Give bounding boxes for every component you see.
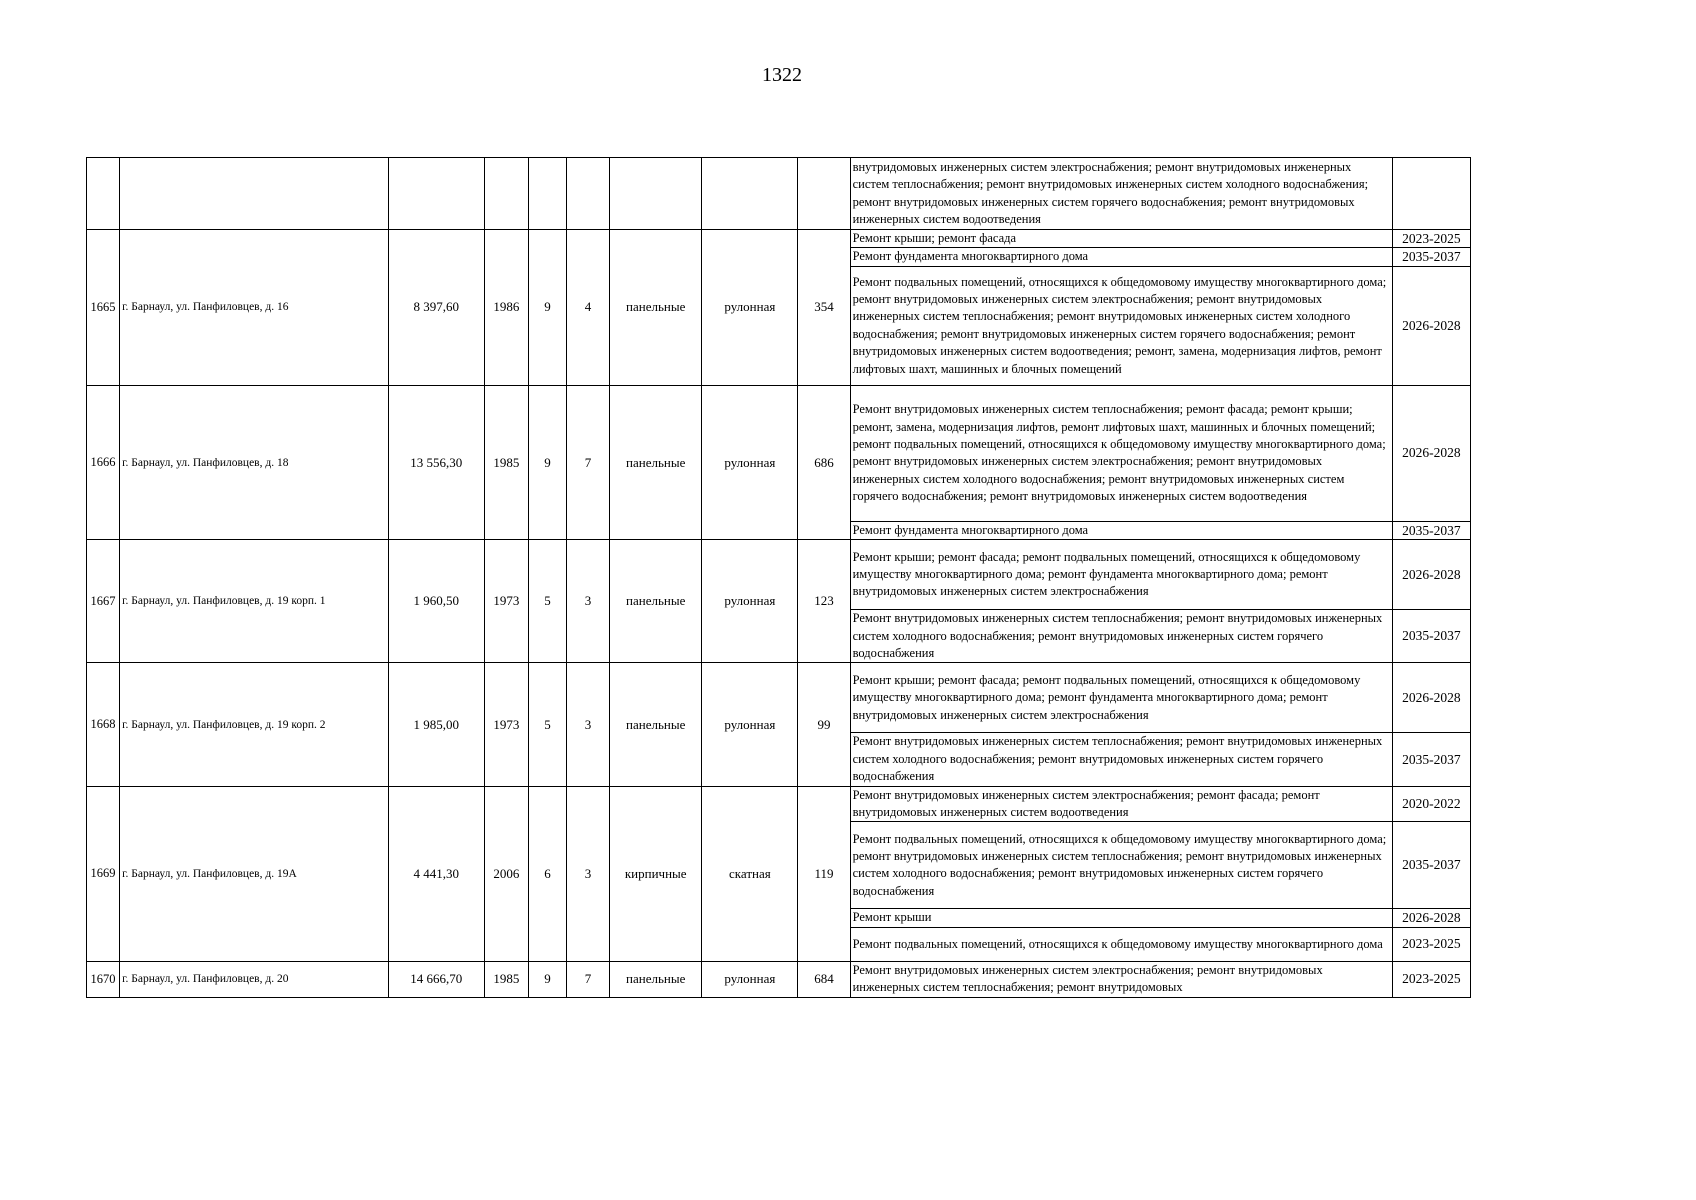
page-number: 1322: [762, 64, 802, 86]
roof-type-cell: рулонная: [702, 230, 798, 386]
repair-works-cell: Ремонт подвальных помещений, относящихся к общедомовому имуществу многоквартирного дома: [850, 927, 1392, 961]
repair-period-cell: 2035-2037: [1392, 248, 1470, 266]
repair-period-cell: 2026-2028: [1392, 909, 1470, 927]
repair-period-cell: 2035-2037: [1392, 610, 1470, 663]
table-row: [87, 540, 1471, 610]
total-area-cell: 4 441,30: [388, 786, 484, 961]
entrances-cell: [567, 158, 610, 230]
residents-cell: 119: [798, 786, 850, 961]
repair-works-cell: Ремонт крыши; ремонт фасада: [850, 230, 1392, 248]
year-built-cell: 1985: [484, 385, 528, 539]
repair-period-cell: 2023-2025: [1392, 961, 1470, 997]
floors-cell: 6: [528, 786, 566, 961]
repair-works-cell: Ремонт подвальных помещений, относящихся к общедомовому имуществу многоквартирного дома; ремонт внутридомовых инженерных систем теплоснабжения; ремонт внутридомовых инженерных систем холодного водоснабжения; ремонт внутридомовых инженерных систем горячего водоснабжения: [850, 822, 1392, 909]
wall-material-cell: панельные: [610, 230, 702, 386]
entrances-cell: 3: [567, 663, 610, 786]
table-row: [87, 158, 1471, 230]
repair-schedule-table: [86, 157, 1471, 998]
row-number: 1666: [87, 385, 120, 539]
floors-cell: [528, 158, 566, 230]
wall-material-cell: панельные: [610, 663, 702, 786]
address-cell: г. Барнаул, ул. Панфиловцев, д. 20: [120, 961, 389, 997]
table-row: [87, 786, 1471, 822]
row-number: 1665: [87, 230, 120, 386]
entrances-cell: 3: [567, 540, 610, 663]
wall-material-cell: [610, 158, 702, 230]
table-row: [87, 385, 1471, 521]
repair-period-cell: 2026-2028: [1392, 663, 1470, 733]
repair-period-cell: 2020-2022: [1392, 786, 1470, 822]
repair-period-cell: 2035-2037: [1392, 733, 1470, 786]
repair-works-cell: Ремонт фундамента многоквартирного дома: [850, 521, 1392, 539]
repair-works-cell: Ремонт внутридомовых инженерных систем теплоснабжения; ремонт внутридомовых инженерных систем холодного водоснабжения; ремонт внутридомовых инженерных систем горячего водоснабжения: [850, 610, 1392, 663]
year-built-cell: 1985: [484, 961, 528, 997]
roof-type-cell: рулонная: [702, 540, 798, 663]
repair-works-cell: Ремонт внутридомовых инженерных систем электроснабжения; ремонт внутридомовых инженерных систем теплоснабжения; ремонт внутридомовых: [850, 961, 1392, 997]
repair-works-cell: Ремонт крыши; ремонт фасада; ремонт подвальных помещений, относящихся к общедомовому имуществу многоквартирного дома; ремонт фундамента многоквартирного дома; ремонт внутридомовых инженерных систем электроснабжения: [850, 540, 1392, 610]
table-row: [87, 230, 1471, 248]
row-number: 1667: [87, 540, 120, 663]
residents-cell: 354: [798, 230, 850, 386]
repair-period-cell: 2035-2037: [1392, 822, 1470, 909]
residents-cell: 684: [798, 961, 850, 997]
entrances-cell: 4: [567, 230, 610, 386]
row-number: 1669: [87, 786, 120, 961]
wall-material-cell: панельные: [610, 540, 702, 663]
total-area-cell: 8 397,60: [388, 230, 484, 386]
floors-cell: 5: [528, 663, 566, 786]
total-area-cell: 1 960,50: [388, 540, 484, 663]
address-cell: г. Барнаул, ул. Панфиловцев, д. 19 корп. 1: [120, 540, 389, 663]
entrances-cell: 7: [567, 385, 610, 539]
repair-period-cell: 2023-2025: [1392, 230, 1470, 248]
wall-material-cell: панельные: [610, 961, 702, 997]
year-built-cell: [484, 158, 528, 230]
address-cell: г. Барнаул, ул. Панфиловцев, д. 19 корп. 2: [120, 663, 389, 786]
total-area-cell: [388, 158, 484, 230]
year-built-cell: 1973: [484, 663, 528, 786]
wall-material-cell: панельные: [610, 385, 702, 539]
residents-cell: 99: [798, 663, 850, 786]
floors-cell: 5: [528, 540, 566, 663]
repair-works-cell: Ремонт внутридомовых инженерных систем теплоснабжения; ремонт внутридомовых инженерных систем холодного водоснабжения; ремонт внутридомовых инженерных систем горячего водоснабжения: [850, 733, 1392, 786]
repair-works-cell: Ремонт крыши: [850, 909, 1392, 927]
row-number: [87, 158, 120, 230]
repair-works-cell: Ремонт крыши; ремонт фасада; ремонт подвальных помещений, относящихся к общедомовому имуществу многоквартирного дома; ремонт фундамента многоквартирного дома; ремонт внутридомовых инженерных систем электроснабжения: [850, 663, 1392, 733]
year-built-cell: 1986: [484, 230, 528, 386]
floors-cell: 9: [528, 385, 566, 539]
floors-cell: 9: [528, 230, 566, 386]
total-area-cell: 14 666,70: [388, 961, 484, 997]
repair-period-cell: 2026-2028: [1392, 266, 1470, 385]
wall-material-cell: кирпичные: [610, 786, 702, 961]
row-number: 1670: [87, 961, 120, 997]
total-area-cell: 1 985,00: [388, 663, 484, 786]
roof-type-cell: рулонная: [702, 385, 798, 539]
entrances-cell: 3: [567, 786, 610, 961]
roof-type-cell: рулонная: [702, 663, 798, 786]
roof-type-cell: скатная: [702, 786, 798, 961]
residents-cell: [798, 158, 850, 230]
floors-cell: 9: [528, 961, 566, 997]
repair-period-cell: [1392, 158, 1470, 230]
repair-period-cell: 2023-2025: [1392, 927, 1470, 961]
roof-type-cell: [702, 158, 798, 230]
address-cell: [120, 158, 389, 230]
repair-works-cell: Ремонт внутридомовых инженерных систем теплоснабжения; ремонт фасада; ремонт крыши; ремонт, замена, модернизация лифтов, ремонт лифтовых шахт, машинных и блочных помещений; ремонт подвальных помещений, относящихся к общедомовому имуществу многоквартирного дома; ремонт внутридомовых инженерных систем электроснабжения; ремонт внутридомовых инженерных систем холодного водоснабжения; ремонт внутридомовых инженерных систем горячего водоснабжения; ремонт внутридомовых инженерных систем водоотведения: [850, 385, 1392, 521]
table-row: [87, 663, 1471, 733]
address-cell: г. Барнаул, ул. Панфиловцев, д. 18: [120, 385, 389, 539]
roof-type-cell: рулонная: [702, 961, 798, 997]
row-number: 1668: [87, 663, 120, 786]
entrances-cell: 7: [567, 961, 610, 997]
address-cell: г. Барнаул, ул. Панфиловцев, д. 19А: [120, 786, 389, 961]
total-area-cell: 13 556,30: [388, 385, 484, 539]
year-built-cell: 2006: [484, 786, 528, 961]
residents-cell: 123: [798, 540, 850, 663]
repair-works-cell: Ремонт фундамента многоквартирного дома: [850, 248, 1392, 266]
residents-cell: 686: [798, 385, 850, 539]
table-body: [87, 158, 1471, 998]
table-row: [87, 961, 1471, 997]
repair-works-cell: Ремонт внутридомовых инженерных систем электроснабжения; ремонт фасада; ремонт внутридомовых инженерных систем водоотведения: [850, 786, 1392, 822]
repair-period-cell: 2026-2028: [1392, 385, 1470, 521]
repair-works-cell: Ремонт подвальных помещений, относящихся к общедомовому имуществу многоквартирного дома; ремонт внутридомовых инженерных систем электроснабжения; ремонт внутридомовых инженерных систем теплоснабжения; ремонт внутридомовых инженерных систем холодного водоснабжения; ремонт внутридомовых инженерных систем горячего водоснабжения; ремонт внутридомовых инженерных систем водоотведения; ремонт, замена, модернизация лифтов, ремонт лифтовых шахт, машинных и блочных помещений: [850, 266, 1392, 385]
repair-period-cell: 2035-2037: [1392, 521, 1470, 539]
year-built-cell: 1973: [484, 540, 528, 663]
repair-works-cell: внутридомовых инженерных систем электроснабжения; ремонт внутридомовых инженерных систем теплоснабжения; ремонт внутридомовых инженерных систем холодного водоснабжения; ремонт внутридомовых инженерных систем горячего водоснабжения; ремонт внутридомовых инженерных систем водоотведения: [850, 158, 1392, 230]
address-cell: г. Барнаул, ул. Панфиловцев, д. 16: [120, 230, 389, 386]
repair-period-cell: 2026-2028: [1392, 540, 1470, 610]
